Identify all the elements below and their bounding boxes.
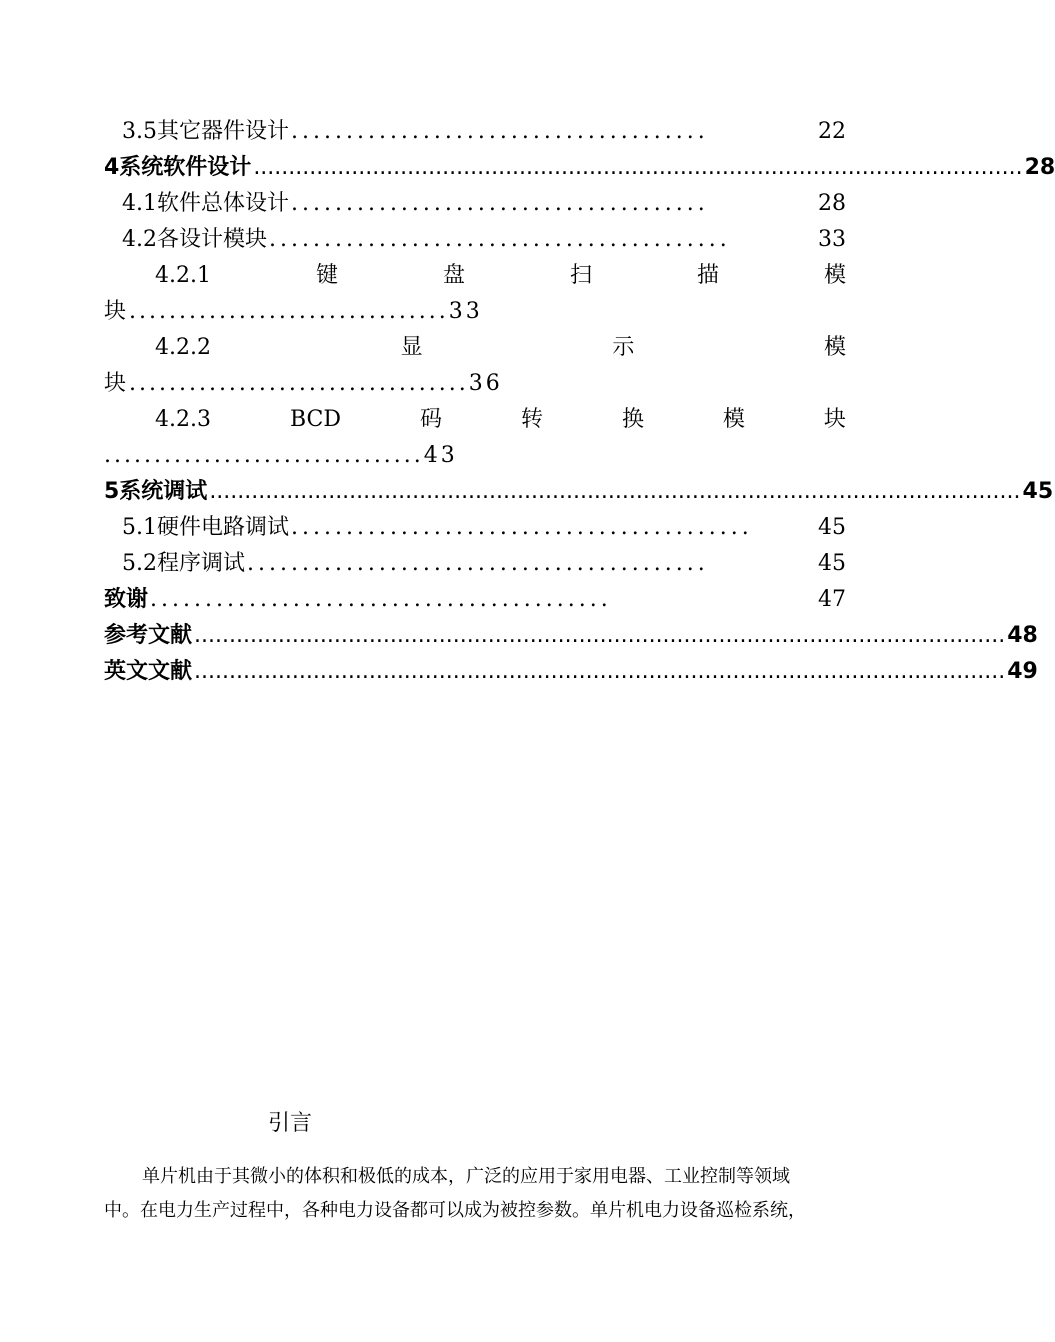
toc-title: 致谢 [104, 587, 149, 612]
toc-entry-4-1[interactable] [122, 188, 846, 220]
toc-entry-5-1[interactable] [122, 512, 846, 544]
toc-leader: ...................................... [291, 191, 709, 216]
toc-page-number: 47 [818, 587, 846, 612]
toc-title: 英文文献 [104, 659, 193, 684]
toc-entry-4-2-2[interactable] [155, 332, 846, 364]
toc-entry-5[interactable] [104, 476, 1054, 508]
toc-entry-4[interactable] [104, 152, 1055, 184]
toc-entry-4-2-1[interactable] [155, 260, 846, 292]
toc-title: 参考文献 [104, 623, 193, 648]
toc-page-number: 45 [818, 551, 846, 576]
body-paragraph-line: 中。在电力生产过程中，各种电力设备都可以成为被控参数。单片机电力设备巡检系统， [104, 1200, 806, 1221]
toc-word: 键 [315, 263, 338, 288]
toc-entry-4-2-2-continuation: 块..................................36 [104, 371, 503, 396]
toc-title: 4.1软件总体设计 [122, 191, 289, 216]
toc-word: 扫 [569, 263, 592, 288]
toc-entry-4-2-3-continuation: ................................43 [104, 443, 458, 468]
toc-word: 模 [823, 263, 846, 288]
toc-word: 盘 [442, 263, 465, 288]
toc-leader: .......................................... [291, 515, 753, 540]
toc-title: 4.2各设计模块 [122, 227, 267, 252]
toc-leader: .......................................... [247, 551, 709, 576]
toc-leader: .......................................... [269, 227, 731, 252]
toc-entry-english-literature[interactable] [104, 656, 1038, 688]
toc-entry-5-2[interactable] [122, 548, 846, 580]
section-heading-introduction: 引言 [268, 1111, 313, 1136]
toc-entry-acknowledgements[interactable] [104, 584, 846, 616]
toc-word: 换 [621, 407, 644, 432]
toc-word: 示 [612, 335, 635, 360]
toc-page-number: 28 [1024, 155, 1055, 180]
toc-leader: .............................................................................................................. [253, 155, 1023, 180]
toc-page-number: 48 [1007, 623, 1038, 648]
toc-entry-3-5[interactable] [122, 116, 846, 148]
toc-title: 3.5其它器件设计 [122, 119, 289, 144]
toc-page-number: 28 [818, 191, 846, 216]
toc-word: 4.2.2 [155, 335, 211, 360]
toc-title: 5.2程序调试 [122, 551, 245, 576]
toc-word: 描 [696, 263, 719, 288]
toc-page-number: 22 [818, 119, 846, 144]
toc-title: 4系统软件设计 [104, 155, 252, 180]
toc-word: 码 [419, 407, 442, 432]
toc-word: 转 [520, 407, 543, 432]
toc-entry-4-2-1-continuation: 块................................33 [104, 299, 483, 324]
toc-page-number: 45 [818, 515, 846, 540]
toc-title: 5系统调试 [104, 479, 208, 504]
toc-word: BCD [289, 407, 341, 432]
toc-word: 4.2.1 [155, 263, 211, 288]
body-paragraph-line: 单片机由于其微小的体积和极低的成本，广泛的应用于家用电器、工业控制等领域 [142, 1166, 790, 1187]
toc-entry-references[interactable] [104, 620, 1038, 652]
toc-leader: .................................................................................................................... [194, 659, 1006, 684]
toc-leader: ...................................... [291, 119, 709, 144]
toc-page-number: 33 [818, 227, 846, 252]
toc-entry-4-2-3[interactable] [155, 404, 846, 436]
toc-title: 5.1硬件电路调试 [122, 515, 289, 540]
toc-word: 块 [823, 407, 846, 432]
toc-entry-4-2[interactable] [122, 224, 846, 256]
toc-word: 显 [400, 335, 423, 360]
toc-page-number: 45 [1022, 479, 1054, 504]
toc-word: 模 [722, 407, 745, 432]
toc-leader: .................................................................................................................... [209, 479, 1021, 504]
toc-word: 模 [823, 335, 846, 360]
toc-leader: .......................................... [150, 587, 612, 612]
toc-leader: .................................................................................................................... [194, 623, 1006, 648]
toc-page-number: 49 [1007, 659, 1038, 684]
toc-word: 4.2.3 [155, 407, 211, 432]
